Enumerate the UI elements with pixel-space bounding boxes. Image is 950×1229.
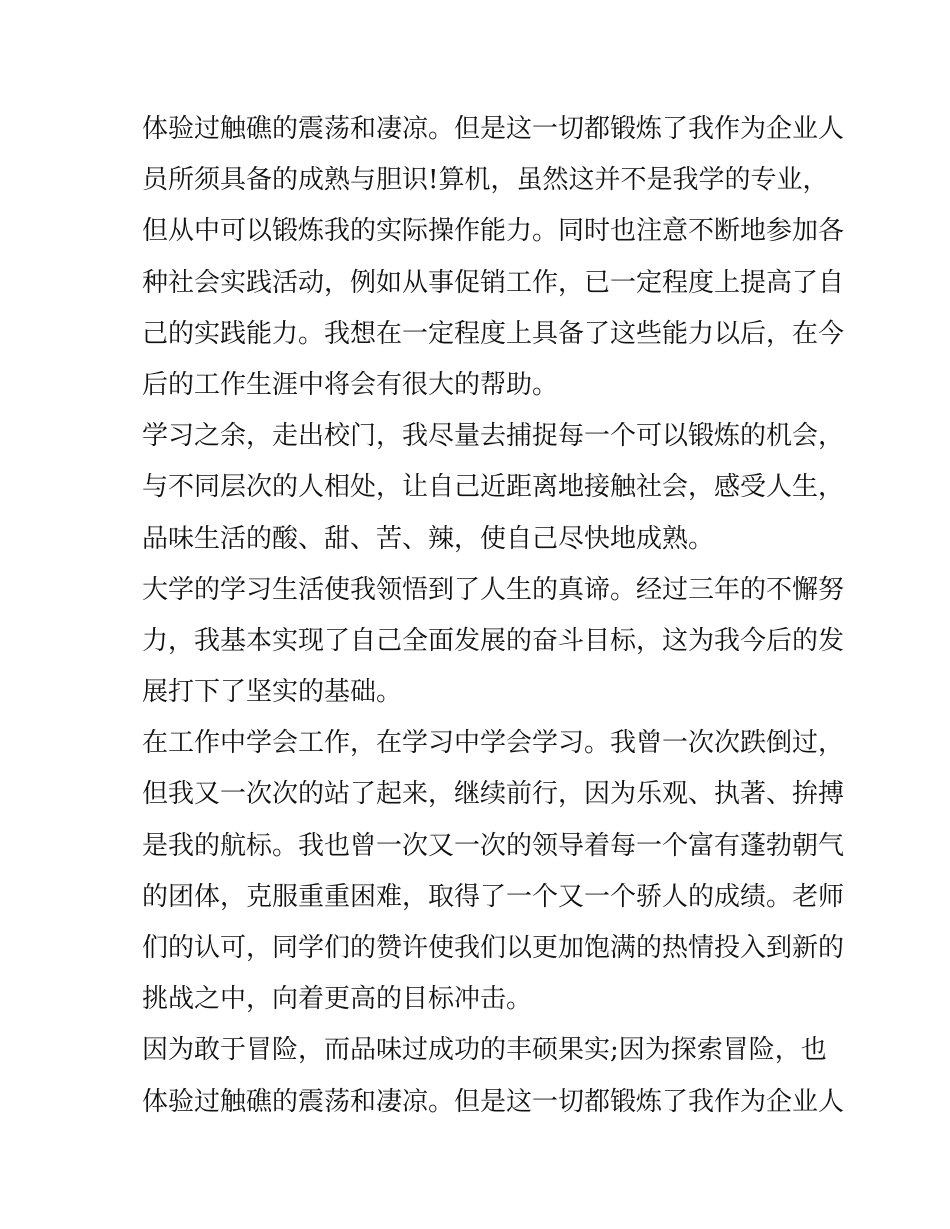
text-line: 员所须具备的成熟与胆识!算机，虽然这并不是我学的专业， — [142, 165, 829, 196]
text-line: 但从中可以锻炼我的实际操作能力。同时也注意不断地参加各 — [142, 216, 845, 247]
text-line: 但我又一次次的站了起来，继续前行，因为乐观、执著、拚搏 — [142, 779, 845, 810]
text-line: 挑战之中，向着更高的目标冲击。 — [142, 984, 533, 1015]
document-body — [142, 104, 845, 1128]
text-line: 们的认可，同学们的赞许使我们以更加饱满的热情投入到新的 — [142, 933, 845, 963]
text-line: 己的实践能力。我想在一定程度上具备了这些能力以后，在今 — [142, 318, 845, 349]
text-line: 是我的航标。我也曾一次又一次的领导着每一个富有蓬勃朝气 — [142, 830, 845, 861]
text-line: 体验过触礁的震荡和凄凉。但是这一切都锻炼了我作为企业人 — [142, 1086, 845, 1117]
text-line: 在工作中学会工作，在学习中学会学习。我曾一次次跌倒过， — [142, 728, 845, 759]
text-line: 种社会实践活动，例如从事促销工作，已一定程度上提高了自 — [142, 267, 845, 298]
text-line: 因为敢于冒险，而品味过成功的丰硕果实;因为探索冒险，也 — [142, 1035, 827, 1066]
text-line: 的团体，克服重重困难，取得了一个又一个骄人的成绩。老师 — [142, 881, 845, 912]
text-line: 与不同层次的人相处，让自己近距离地接触社会，感受人生， — [142, 472, 845, 503]
text-line: 品味生活的酸、甜、苦、辣，使自己尽快地成熟。 — [142, 523, 715, 554]
text-line: 展打下了坚实的基础。 — [142, 677, 403, 708]
text-line: 后的工作生涯中将会有很大的帮助。 — [142, 369, 559, 400]
text-line: 力，我基本实现了自己全面发展的奋斗目标，这为我今后的发 — [142, 625, 845, 656]
text-line: 体验过触礁的震荡和凄凉。但是这一切都锻炼了我作为企业人 — [142, 114, 845, 144]
text-line: 大学的学习生活使我领悟到了人生的真谛。经过三年的不懈努 — [142, 574, 845, 605]
text-line: 学习之余，走出校门，我尽量去捕捉每一个可以锻炼的机会， — [142, 421, 845, 452]
